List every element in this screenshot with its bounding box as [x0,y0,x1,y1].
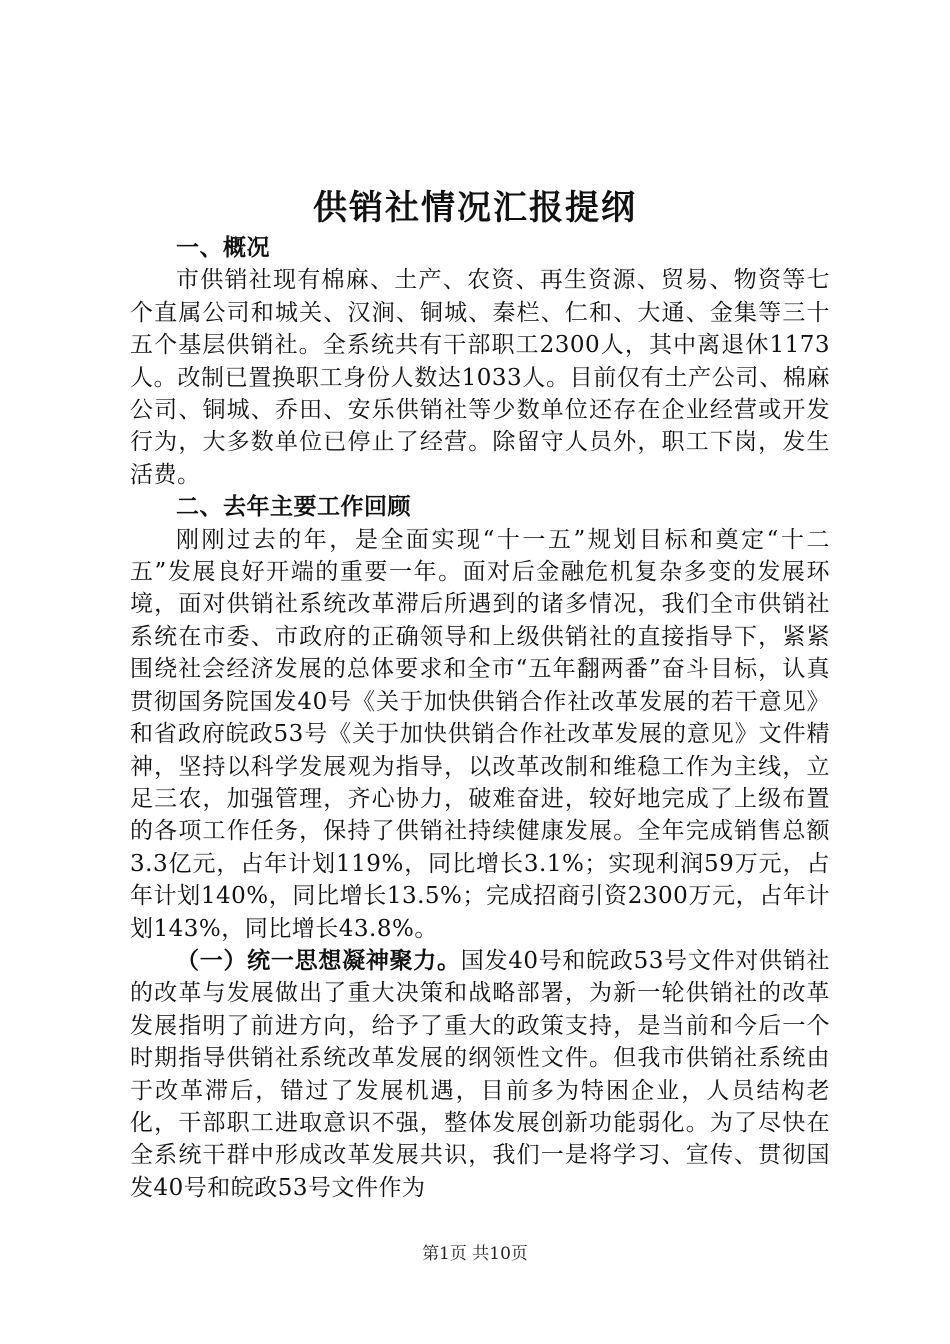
subsection-heading-1: （一）统一思想凝神聚力。 [176,946,461,974]
document-title: 供销社情况汇报提纲 [313,188,637,228]
section-heading-review: 二、去年主要工作回顾 [176,493,411,521]
paragraph-subsection-1 [130,945,830,1204]
paragraph-review: 刚刚过去的年，是全面实现“十一五”规划目标和奠定“十二五”发展良好开端的重要一年。面对后金融危机复杂多变的发展环境，面对供销社系统改革滞后所遇到的诸多情况，我们全市供销社系统在市委、市政府的正确领导和上级供销社的直接指导下，紧紧围绕社会经济发展的总体要求和全市“五年翻两番”奋斗目标，认真贯彻国务院国发40号《关于加快供销合作社改革发展的若干意见》和省政府皖政53号《关于加快供销合作社改革发展的意见》文件精神，坚持以科学发展观为指导，以改革改制和维稳工作为主线，立足三农，加强管理，齐心协力，破难奋进，较好地完成了上级布置的各项工作任务，保持了供销社持续健康发展。全年完成销售总额3.3亿元，占年计划119%，同比增长3.1%；实现利润59万元，占年计划140%，同比增长13.5%；完成招商引资2300万元，占年计划143%，同比增长43.8%。 [130,526,830,942]
subsection-text-1: 国发40号和皖政53号文件对供销社的改革与发展做出了重大决策和战略部署，为新一轮供销社的改革发展指明了前进方向，给予了重大的政策支持，是当前和今后一个时期指导供销社系统改革发展的纲领性文件。但我市供销社系统由于改革滞后，错过了发展机遇，目前多为特困企业，人员结构老化，干部职工进取意识不强，整体发展创新功能弱化。为了尽快在全系统干群中形成改革发展共识，我们一是将学习、宣传、贯彻国发40号和皖政53号文件作为 [130,947,830,1201]
page-footer: 第1页 共10页 [422,1244,528,1264]
section-heading-overview: 一、概况 [176,234,270,261]
document-body [130,232,830,1204]
paragraph-overview: 市供销社现有棉麻、土产、农资、再生资源、贸易、物资等七个直属公司和城关、汉涧、铜城、秦栏、仁和、大通、金集等三十五个基层供销社。全系统共有干部职工2300人，其中离退休1173人。改制已置换职工身份人数达1033人。目前仅有土产公司、棉麻公司、铜城、乔田、安乐供销社等少数单位还存在企业经营或开发行为，大多数单位已停止了经营。除留守人员外，职工下岗，发生活费。 [130,267,830,488]
